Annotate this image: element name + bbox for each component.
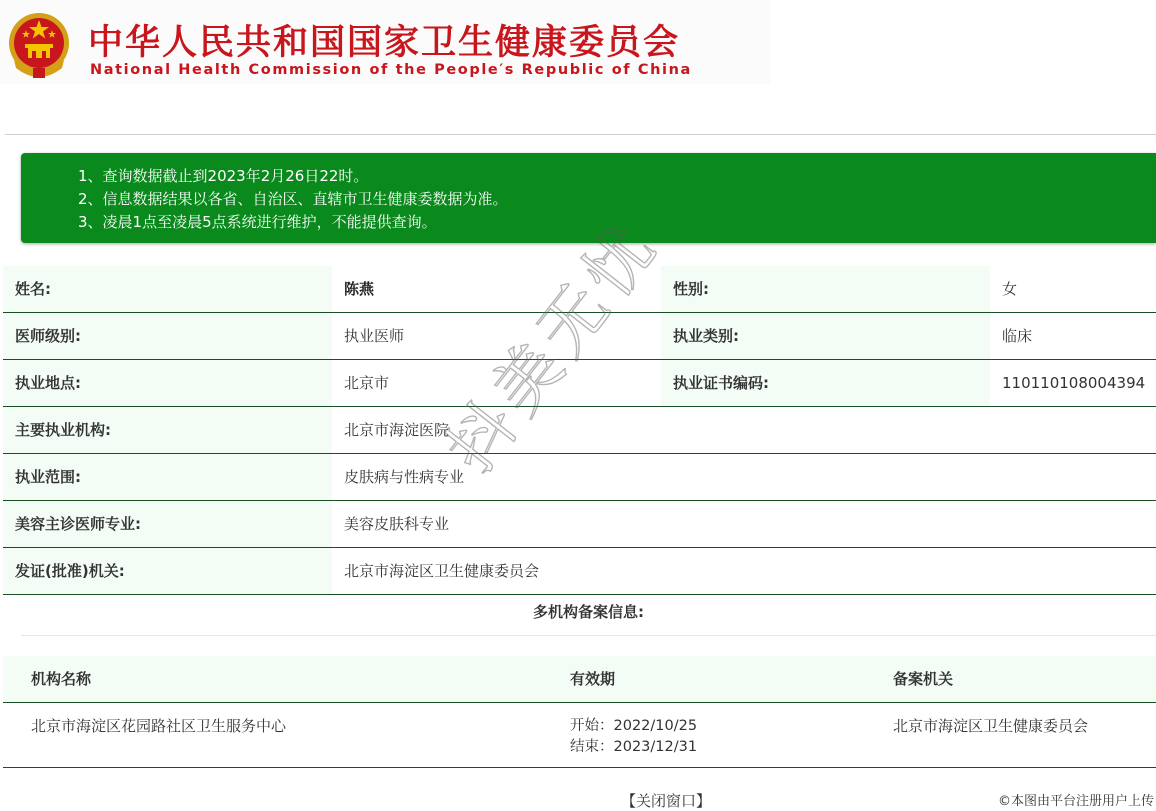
info-row-cosmetic [3,501,1156,548]
info-row-institution [3,407,1156,454]
issuer-value: 北京市海淀区卫生健康委员会 [344,562,540,580]
site-header [0,0,770,84]
cosmetic-label: 美容主诊医师专业: [3,501,332,547]
level-label: 医师级别: [3,313,332,359]
watermark-text: 抖美无忧 [431,205,675,487]
info-row-level [3,313,1156,360]
notice-item: 1、查询数据截止到2023年2月26日22时。 [78,167,369,185]
gender-label: 性别: [661,266,990,312]
header-org-name: 机构名称 [31,670,92,688]
institution-value: 北京市海淀医院 [344,421,450,439]
name-label: 姓名: [3,266,332,312]
multi-org-table [3,656,1156,768]
header-validity: 有效期 [570,670,616,688]
agency-cell: 北京市海淀区卫生健康委员会 [893,717,1089,735]
location-label: 执业地点: [3,360,332,406]
doctor-info-table [3,266,1156,595]
site-title-cn: 中华人民共和国国家卫生健康委员会 [88,23,681,63]
scope-label: 执业范围: [3,454,332,500]
org-name-cell: 北京市海淀区花园路社区卫生服务中心 [31,717,287,735]
close-window-link[interactable]: 【关闭窗口】 [621,792,712,810]
header-divider [5,134,1156,135]
validity-end: 结束：2023/12/31 [570,739,698,755]
site-title-en: National Health Commission of the People′s Republic of China [90,62,692,78]
header-agency: 备案机关 [893,670,954,688]
location-value: 北京市 [344,374,390,392]
institution-label: 主要执业机构: [3,407,332,453]
validity-cell [570,716,697,758]
national-emblem-icon [6,10,72,82]
info-row-name [3,266,1156,313]
notice-item: 3、凌晨1点至凌晨5点系统进行维护，不能提供查询。 [78,213,437,231]
info-row-scope [3,454,1156,501]
validity-start: 开始：2022/10/25 [570,718,698,734]
cert-label: 执业证书编码: [661,360,990,406]
upload-credit-text: ©本图由平台注册用户上传 [997,794,1154,809]
multi-org-title: 多机构备案信息: [21,591,1156,636]
cert-value: 110110108004394 [1002,374,1146,392]
info-row-issuer [3,548,1156,595]
cosmetic-value: 美容皮肤科专业 [344,515,450,533]
gender-value: 女 [1002,280,1018,298]
level-value: 执业医师 [344,327,405,345]
notice-box [21,153,1156,243]
notice-list [21,153,1156,234]
table-header-row [3,656,1156,703]
category-label: 执业类别: [661,313,990,359]
table-row [3,703,1156,768]
info-row-location [3,360,1156,407]
scope-value: 皮肤病与性病专业 [344,468,465,486]
issuer-label: 发证(批准)机关: [3,548,332,594]
notice-item: 2、信息数据结果以各省、自治区、直辖市卫生健康委数据为准。 [78,190,508,208]
name-value: 陈燕 [344,280,375,298]
category-value: 临床 [1002,327,1033,345]
